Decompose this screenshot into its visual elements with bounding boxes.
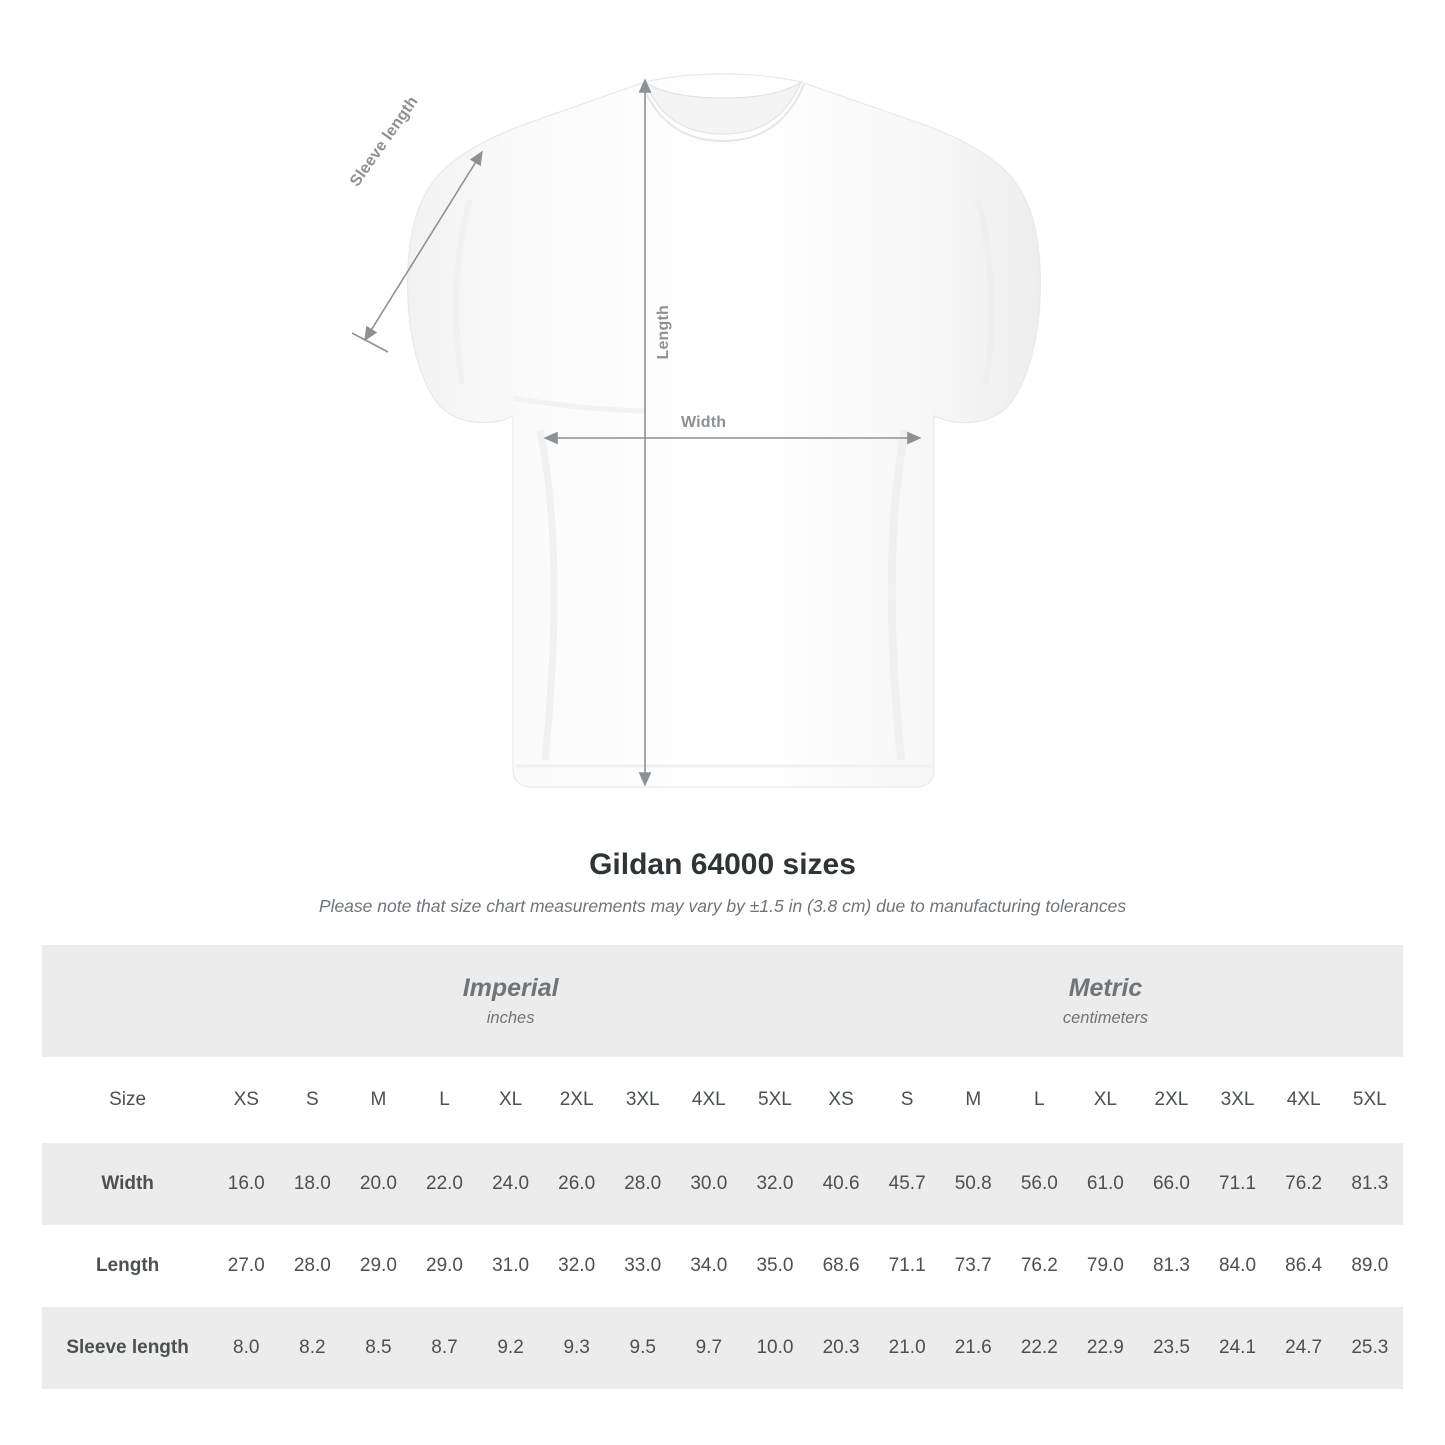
width-metric-2xl: 66.0 xyxy=(1138,1143,1204,1225)
size-col-imperial-3xl: 3XL xyxy=(610,1057,676,1143)
length-imperial-2xl: 32.0 xyxy=(544,1225,610,1307)
tolerance-note: Please note that size chart measurements may vary by ±1.5 in (3.8 cm) due to manufacturing tolerances xyxy=(318,896,1127,916)
length-imperial-l: 29.0 xyxy=(411,1225,477,1307)
table-row-length xyxy=(42,1225,1403,1307)
width-imperial-xs: 16.0 xyxy=(213,1143,279,1225)
size-col-imperial-xs: XS xyxy=(213,1057,279,1143)
width-metric-5xl: 81.3 xyxy=(1337,1143,1403,1225)
length-metric-xl: 79.0 xyxy=(1072,1225,1138,1307)
size-col-metric-xs: XS xyxy=(808,1057,874,1143)
sleeve-metric-2xl: 23.5 xyxy=(1138,1307,1204,1389)
unit-header-row xyxy=(42,945,1403,1057)
length-imperial-s: 28.0 xyxy=(279,1225,345,1307)
size-col-metric-m: M xyxy=(940,1057,1006,1143)
size-col-imperial-4xl: 4XL xyxy=(676,1057,742,1143)
size-col-metric-2xl: 2XL xyxy=(1138,1057,1204,1143)
sleeve-length-dimension-label: Sleeve length xyxy=(347,93,422,190)
length-metric-m: 73.7 xyxy=(940,1225,1006,1307)
sleeve-metric-l: 22.2 xyxy=(1006,1307,1072,1389)
table-row-width xyxy=(42,1143,1403,1225)
size-col-imperial-2xl: 2XL xyxy=(544,1057,610,1143)
size-header-row xyxy=(42,1057,1403,1143)
length-imperial-3xl: 33.0 xyxy=(610,1225,676,1307)
title-block xyxy=(0,848,1445,917)
row-label-length: Length xyxy=(42,1225,213,1307)
sleeve-imperial-s: 8.2 xyxy=(279,1307,345,1389)
unit-header-imperial xyxy=(213,945,808,1057)
length-metric-xs: 68.6 xyxy=(808,1225,874,1307)
length-imperial-xs: 27.0 xyxy=(213,1225,279,1307)
width-imperial-m: 20.0 xyxy=(345,1143,411,1225)
sleeve-metric-xs: 20.3 xyxy=(808,1307,874,1389)
row-label-width: Width xyxy=(42,1143,213,1225)
width-imperial-l: 22.0 xyxy=(411,1143,477,1225)
sleeve-imperial-2xl: 9.3 xyxy=(544,1307,610,1389)
length-metric-4xl: 86.4 xyxy=(1271,1225,1337,1307)
sleeve-imperial-l: 8.7 xyxy=(411,1307,477,1389)
unit-imperial-sub: inches xyxy=(486,1008,535,1027)
length-metric-2xl: 81.3 xyxy=(1138,1225,1204,1307)
sleeve-metric-4xl: 24.7 xyxy=(1271,1307,1337,1389)
page-title: Gildan 64000 sizes xyxy=(589,848,856,881)
sleeve-metric-3xl: 24.1 xyxy=(1205,1307,1271,1389)
unit-metric-sub: centimeters xyxy=(1062,1008,1149,1027)
sleeve-metric-5xl: 25.3 xyxy=(1337,1307,1403,1389)
length-metric-s: 71.1 xyxy=(874,1225,940,1307)
width-dimension-label: Width xyxy=(681,414,727,431)
sleeve-imperial-3xl: 9.5 xyxy=(610,1307,676,1389)
unit-metric-title: Metric xyxy=(1068,974,1143,1003)
width-metric-xs: 40.6 xyxy=(808,1143,874,1225)
width-imperial-3xl: 28.0 xyxy=(610,1143,676,1225)
length-imperial-5xl: 35.0 xyxy=(742,1225,808,1307)
table-row-sleeve-length xyxy=(42,1307,1403,1389)
length-imperial-xl: 31.0 xyxy=(478,1225,544,1307)
sleeve-metric-m: 21.6 xyxy=(940,1307,1006,1389)
size-header-label: Size xyxy=(42,1057,213,1143)
width-metric-4xl: 76.2 xyxy=(1271,1143,1337,1225)
sleeve-metric-s: 21.0 xyxy=(874,1307,940,1389)
length-metric-l: 76.2 xyxy=(1006,1225,1072,1307)
width-imperial-2xl: 26.0 xyxy=(544,1143,610,1225)
size-col-metric-4xl: 4XL xyxy=(1271,1057,1337,1143)
unit-header-metric xyxy=(808,945,1403,1057)
length-metric-5xl: 89.0 xyxy=(1337,1225,1403,1307)
width-metric-xl: 61.0 xyxy=(1072,1143,1138,1225)
size-col-metric-3xl: 3XL xyxy=(1205,1057,1271,1143)
width-imperial-4xl: 30.0 xyxy=(676,1143,742,1225)
size-col-metric-s: S xyxy=(874,1057,940,1143)
width-imperial-s: 18.0 xyxy=(279,1143,345,1225)
size-table xyxy=(42,945,1403,1389)
size-col-imperial-l: L xyxy=(411,1057,477,1143)
width-metric-l: 56.0 xyxy=(1006,1143,1072,1225)
size-col-imperial-m: M xyxy=(345,1057,411,1143)
length-imperial-4xl: 34.0 xyxy=(676,1225,742,1307)
sleeve-tick-bottom xyxy=(352,333,388,352)
sleeve-imperial-5xl: 10.0 xyxy=(742,1307,808,1389)
size-col-imperial-xl: XL xyxy=(478,1057,544,1143)
row-label-sleeve-length: Sleeve length xyxy=(42,1307,213,1389)
size-col-metric-xl: XL xyxy=(1072,1057,1138,1143)
size-col-metric-5xl: 5XL xyxy=(1337,1057,1403,1143)
size-col-imperial-s: S xyxy=(279,1057,345,1143)
width-imperial-5xl: 32.0 xyxy=(742,1143,808,1225)
length-metric-3xl: 84.0 xyxy=(1205,1225,1271,1307)
size-col-metric-l: L xyxy=(1006,1057,1072,1143)
sleeve-imperial-4xl: 9.7 xyxy=(676,1307,742,1389)
width-metric-m: 50.8 xyxy=(940,1143,1006,1225)
width-metric-s: 45.7 xyxy=(874,1143,940,1225)
sleeve-imperial-xl: 9.2 xyxy=(478,1307,544,1389)
sleeve-imperial-m: 8.5 xyxy=(345,1307,411,1389)
width-metric-3xl: 71.1 xyxy=(1205,1143,1271,1225)
size-col-imperial-5xl: 5XL xyxy=(742,1057,808,1143)
sleeve-imperial-xs: 8.0 xyxy=(213,1307,279,1389)
length-dimension-label: Length xyxy=(655,305,672,360)
size-table-wrapper xyxy=(42,945,1403,1389)
unit-header-spacer xyxy=(42,945,213,1057)
sleeve-metric-xl: 22.9 xyxy=(1072,1307,1138,1389)
length-imperial-m: 29.0 xyxy=(345,1225,411,1307)
unit-imperial-title: Imperial xyxy=(462,974,559,1003)
width-imperial-xl: 24.0 xyxy=(478,1143,544,1225)
